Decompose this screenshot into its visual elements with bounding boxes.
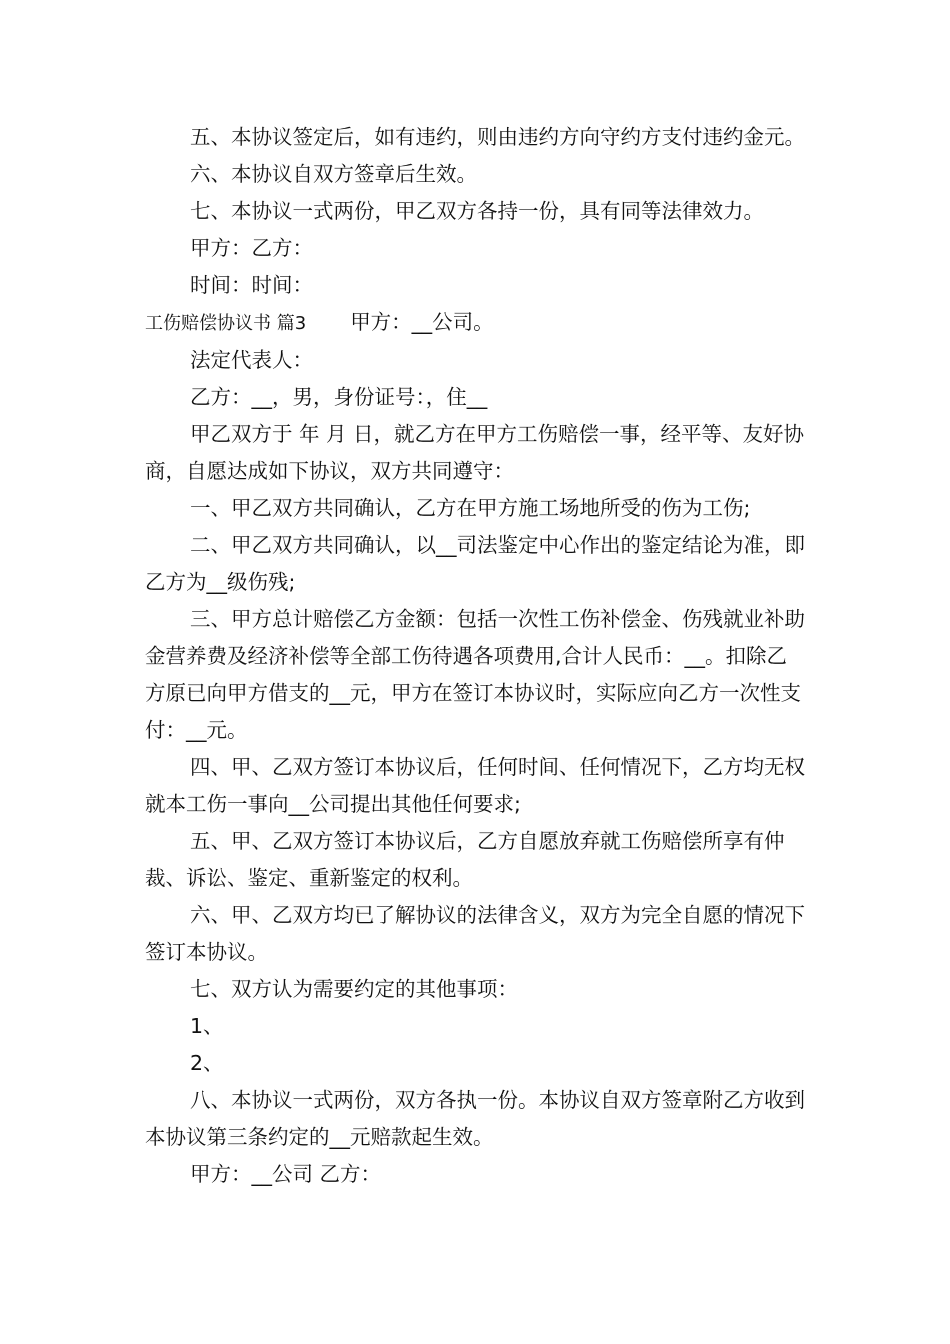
clause-5-waiver: 五、甲、乙双方签订本协议后，乙方自愿放弃就工伤赔偿所享有仲裁、诉讼、鉴定、重新鉴定的权利。 — [145, 829, 785, 890]
agreement-preamble: 甲乙双方于 年 月 日，就乙方在甲方工伤赔偿一事，经平等、友好协商，自愿达成如下协议，双方共同遵守： — [145, 422, 805, 483]
section-title: 工伤赔偿协议书 篇3 — [145, 313, 307, 334]
clause-3-compensation: 三、甲方总计赔偿乙方金额：包括一次性工伤补偿金、伤残就业补助金营养费及经济补偿等全部工伤待遇各项费用,合计人民币：__。扣除乙方原已向甲方借支的__元，甲方在签订本协议时，实际应向乙方一次性支付：__元。 — [145, 607, 805, 742]
party-b-info: 乙方：__，男，身份证号：，住__ — [190, 385, 488, 409]
other-matter-item-2: 2、 — [190, 1051, 224, 1075]
document-page — [145, 119, 807, 1193]
section-heading — [145, 304, 807, 342]
date-signature-line: 时间：时间： — [190, 273, 313, 297]
clause-6-effective: 六、本协议自双方签章后生效。 — [190, 162, 477, 186]
legal-representative: 法定代表人： — [190, 348, 313, 372]
clause-7-other-matters: 七、双方认为需要约定的其他事项： — [190, 977, 518, 1001]
party-a-company: 甲方：__公司。 — [350, 310, 494, 334]
party-signature-line: 甲方：乙方： — [190, 236, 313, 260]
other-matter-item-1: 1、 — [190, 1014, 224, 1038]
clause-8-copies-effective: 八、本协议一式两份，双方各执一份。本协议自双方签章附乙方收到本协议第三条约定的__元赔款起生效。 — [145, 1088, 805, 1149]
clause-1-confirm-injury: 一、甲乙双方共同确认，乙方在甲方施工场地所受的伤为工伤; — [190, 496, 751, 520]
final-signature-line: 甲方：__公司 乙方： — [190, 1162, 382, 1186]
clause-5-breach: 五、本协议签定后，如有违约，则由违约方向守约方支付违约金元。 — [190, 125, 805, 149]
clause-7-copies: 七、本协议一式两份，甲乙双方各持一份，具有同等法律效力。 — [190, 199, 764, 223]
clause-6-voluntary: 六、甲、乙双方均已了解协议的法律含义，双方为完全自愿的情况下签订本协议。 — [145, 903, 805, 964]
clause-2-disability-grade: 二、甲乙双方共同确认，以__司法鉴定中心作出的鉴定结论为准，即乙方为__级伤残; — [145, 533, 805, 594]
clause-4-no-further-claims: 四、甲、乙双方签订本协议后，任何时间、任何情况下，乙方均无权就本工伤一事向__公司提出其他任何要求; — [145, 755, 805, 816]
